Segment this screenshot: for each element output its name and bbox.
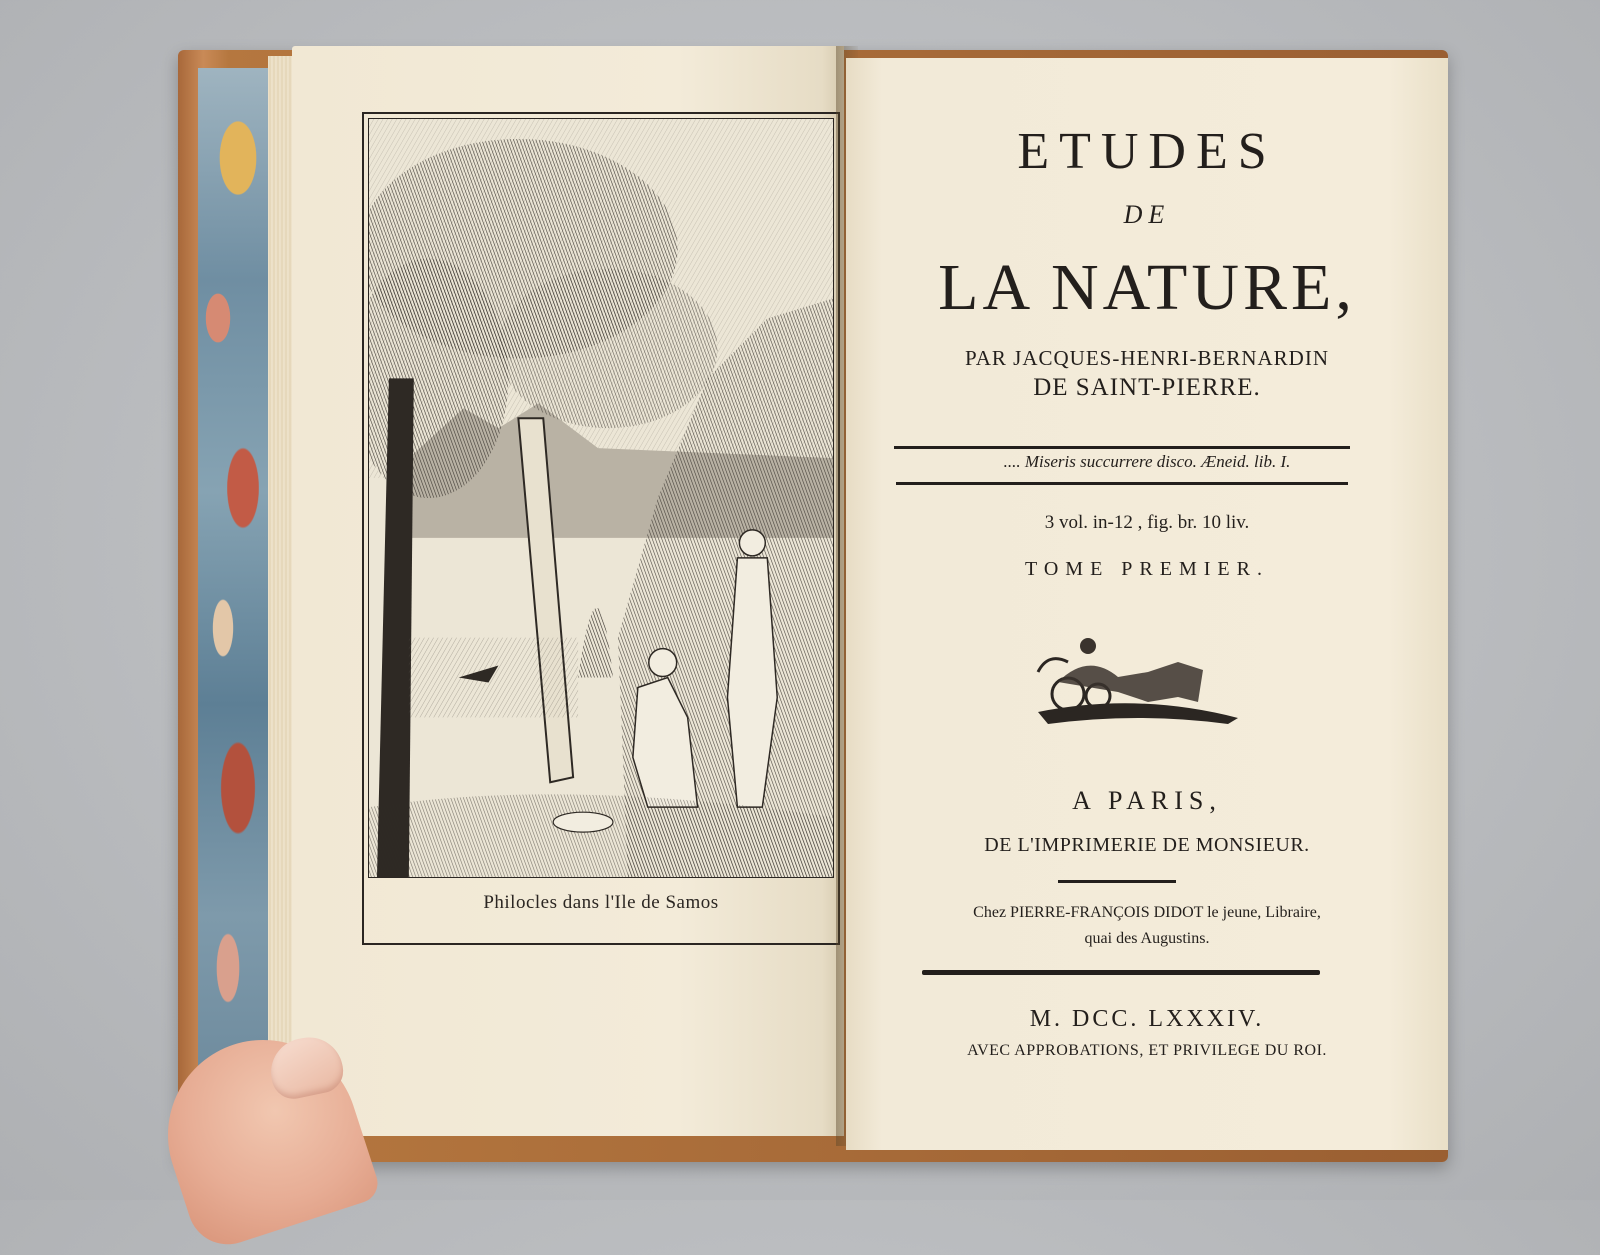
rule-short [1058,880,1176,883]
privilege: AVEC APPROBATIONS, ET PRIVILEGE DU ROI. [967,1042,1327,1059]
title-line-3: LA NATURE, [938,251,1356,324]
year: M. DCC. LXXXIV. [1029,1006,1265,1032]
printer: DE L'IMPRIMERIE DE MONSIEUR. [984,834,1310,856]
chariot-vignette [1028,632,1248,732]
title-line-2: DE [1123,200,1171,229]
motto: .... Miseris succurrere disco. Æneid. lib. I. [1003,452,1291,471]
author-line-1: PAR JACQUES-HENRI-BERNARDIN [964,346,1329,370]
bookseller-line-2: quai des Augustins. [1084,930,1210,947]
tome: TOME PREMIER. [1025,558,1269,580]
city: A PARIS, [1072,786,1222,815]
engraving-scene [369,119,833,877]
title-line-1: ETUDES [1017,123,1277,180]
author-line-2: DE SAINT-PIERRE. [1033,374,1261,401]
marbled-endpaper [198,68,268,1128]
rule-top [894,446,1350,449]
plate-caption: Philocles dans l'Ile de Samos [483,892,719,913]
engraving-illustration [368,118,834,878]
rule-bottom [896,482,1348,485]
bookseller-line-1: Chez PIERRE-FRANÇOIS DIDOT le jeune, Libraire, [973,904,1321,921]
rule-thick [922,970,1320,975]
volumes-note: 3 vol. in-12 , fig. br. 10 liv. [1044,512,1250,533]
